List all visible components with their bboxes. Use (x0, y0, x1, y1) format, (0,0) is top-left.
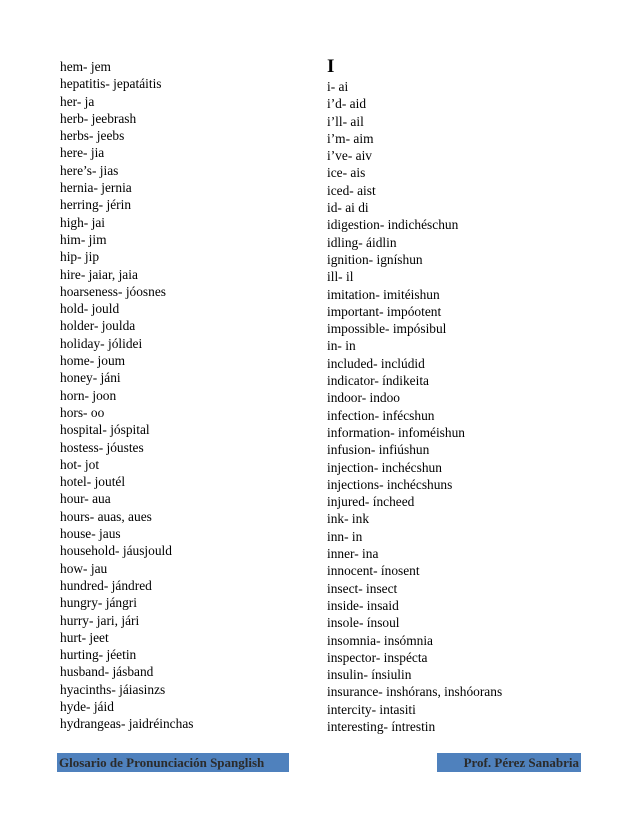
glossary-entry: ink- ink (327, 511, 370, 527)
glossary-entry: innocent- ínosent (327, 563, 420, 579)
footer-title: Glosario de Pronunciación Spanglish (57, 753, 289, 772)
right-glossary-column (327, 58, 587, 735)
glossary-entry: hip- jip (60, 249, 100, 265)
glossary-entry: hoarseness- jóosnes (60, 283, 166, 299)
glossary-entry: hospital- jóspital (60, 422, 150, 438)
glossary-entry: honey- jáni (60, 370, 121, 386)
glossary-entry: inspector- inspécta (327, 649, 428, 665)
glossary-entry: inside- insaid (327, 597, 399, 613)
glossary-entry: idigestion- indichéschun (327, 217, 459, 233)
glossary-entry: hepatitis- jepatáitis (60, 76, 162, 92)
glossary-entry: her- ja (60, 93, 95, 109)
glossary-entry: included- inclúdid (327, 355, 425, 371)
glossary-entry: imitation- imitéishun (327, 286, 440, 302)
glossary-entry: holiday- jólidei (60, 335, 143, 351)
glossary-entry: ice- ais (327, 165, 366, 181)
glossary-entry: indoor- indoo (327, 390, 401, 406)
glossary-entry: hem- jem (60, 59, 111, 74)
glossary-entry: hire- jaiar, jaia (60, 266, 138, 282)
glossary-entry: high- jai (60, 214, 105, 230)
glossary-entry: hotel- joutél (60, 474, 126, 490)
glossary-entry: insect- insect (327, 580, 398, 596)
glossary-entry: impossible- impósibul (327, 321, 447, 337)
glossary-entry: hostess- jóustes (60, 439, 144, 455)
glossary-entry: ignition- igníshun (327, 251, 423, 267)
glossary-entry: him- jim (60, 231, 107, 247)
section-letter-heading: I (327, 56, 335, 77)
glossary-entry: house- jaus (60, 526, 121, 542)
glossary-entry: insole- ínsoul (327, 615, 400, 631)
glossary-entry: infection- infécshun (327, 407, 435, 423)
page-footer (57, 753, 581, 772)
footer-author: Prof. Pérez Sanabria (437, 753, 581, 772)
glossary-entry: i’ve- aiv (327, 148, 372, 164)
glossary-entry: injured- íncheed (327, 494, 415, 510)
right-entries-list (327, 78, 587, 735)
glossary-entry: here- jia (60, 145, 105, 161)
glossary-entry: hyacinths- jáiasinzs (60, 681, 166, 697)
glossary-entry: ill- il (327, 269, 354, 285)
glossary-entry: husband- jásband (60, 664, 154, 680)
left-glossary-column (60, 58, 310, 733)
glossary-entry: intercity- intasiti (327, 701, 416, 717)
glossary-entry: hyde- jáid (60, 698, 114, 714)
glossary-entry: herbs- jeebs (60, 128, 125, 144)
glossary-entry: insurance- inshórans, inshóorans (327, 684, 503, 700)
glossary-entry: hungry- jángri (60, 595, 137, 611)
glossary-entry: horn- joon (60, 387, 117, 403)
glossary-entry: information- infoméishun (327, 424, 465, 440)
glossary-entry: indicator- índikeita (327, 373, 429, 389)
glossary-entry: interesting- íntrestin (327, 718, 436, 734)
glossary-entry: hurry- jari, jári (60, 612, 140, 628)
glossary-entry: herring- jérin (60, 197, 132, 213)
glossary-entry: hydrangeas- jaidréinchas (60, 716, 194, 732)
glossary-entry: inner- ina (327, 546, 379, 562)
glossary-entry: insulin- ínsiulin (327, 667, 412, 683)
glossary-entry: i- ai (327, 79, 349, 94)
glossary-entry: hernia- jernia (60, 180, 132, 196)
glossary-entry: iced- aist (327, 182, 376, 198)
glossary-entry: hurting- jéetin (60, 647, 137, 663)
glossary-entry: hors- oo (60, 404, 105, 420)
glossary-entry: insomnia- insómnia (327, 632, 434, 648)
glossary-entry: infusion- infiúshun (327, 442, 430, 458)
glossary-entry: inn- in (327, 528, 363, 544)
glossary-entry: idling- áidlin (327, 234, 397, 250)
glossary-entry: holder- joulda (60, 318, 136, 334)
glossary-entry: i’ll- ail (327, 113, 364, 129)
glossary-entry: how- jau (60, 560, 108, 576)
glossary-entry: injections- inchécshuns (327, 476, 453, 492)
glossary-entry: hours- auas, aues (60, 508, 152, 524)
glossary-entry: hundred- jándred (60, 577, 152, 593)
glossary-entry: household- jáusjould (60, 543, 172, 559)
glossary-entry: herb- jeebrash (60, 110, 137, 126)
glossary-entry: injection- inchécshun (327, 459, 442, 475)
glossary-entry: hour- aua (60, 491, 111, 507)
glossary-entry: important- impóotent (327, 303, 442, 319)
glossary-entry: i’d- aid (327, 96, 367, 112)
glossary-entry: home- joum (60, 353, 126, 369)
glossary-entry: id- ai di (327, 200, 369, 216)
glossary-entry: i’m- aim (327, 130, 374, 146)
glossary-entry: hurt- jeet (60, 629, 109, 645)
glossary-entry: hot- jot (60, 456, 100, 472)
footer-divider (289, 753, 437, 772)
glossary-entry: hold- jould (60, 301, 120, 317)
glossary-entry: here’s- jias (60, 162, 119, 178)
glossary-entry: in- in (327, 338, 356, 354)
